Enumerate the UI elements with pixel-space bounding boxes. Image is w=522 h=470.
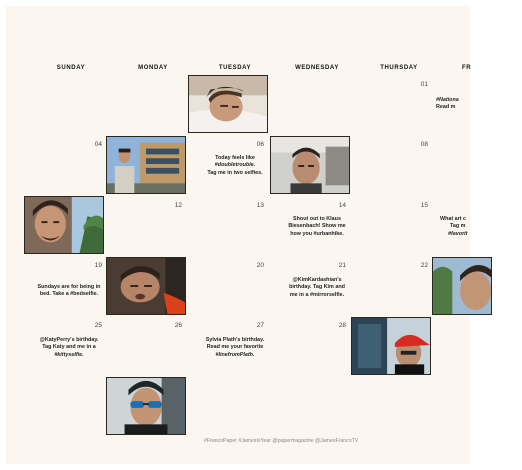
caption-sun-19: Sundays are for being in bed. Take a #bedselfie. <box>37 284 101 298</box>
selfie-photo-red-cap <box>351 317 431 375</box>
day-header-tuesday: TUESDAY <box>218 65 252 71</box>
date-number-15: 15 <box>420 202 428 209</box>
caption-wed-21: @KimKardashian's birthday. Tag Kim and me in a #mirrorselfie. <box>289 277 345 298</box>
date-number-01: 01 <box>420 81 428 88</box>
caption-tue-06: Today feels like #doubletrouble. Tag me in two selfies. <box>207 155 263 176</box>
selfie-photo-trees-partial <box>432 257 492 315</box>
selfie-photo-sunglasses <box>106 377 186 435</box>
date-number-26: 26 <box>174 322 182 329</box>
day-header-wednesday: WEDNESDAY <box>295 65 339 71</box>
date-number-13: 13 <box>256 202 264 209</box>
caption-fri-15: What art c Tag m #favorit <box>440 216 468 237</box>
selfie-photo-palm-trees <box>24 196 104 254</box>
caption-tue-27: Sylvia Plath's birthday. Read me your favorite #linefromPlath. <box>205 337 265 358</box>
date-number-19: 19 <box>94 262 102 269</box>
date-number-14: 14 <box>338 202 346 209</box>
caption-sun-25: @KatyPerry's birthday. Tag Katy and me in a #kittyselfie. <box>39 337 99 358</box>
footer-hashtags: #FrancoPaper #JamesIsYear @papermagazine @JamesFrancoTV <box>204 438 359 444</box>
date-number-21: 21 <box>338 262 346 269</box>
date-number-06: 06 <box>256 141 264 148</box>
calendar-page <box>6 6 470 464</box>
date-number-27: 27 <box>256 322 264 329</box>
day-header-friday: FR <box>462 65 472 71</box>
day-header-thursday: THURSDAY <box>380 65 418 71</box>
date-number-12: 12 <box>174 202 182 209</box>
selfie-photo-bed-pillow <box>188 75 268 133</box>
day-header-monday: MONDAY <box>138 65 168 71</box>
day-header-sunday: SUNDAY <box>56 65 86 71</box>
date-number-25: 25 <box>94 322 102 329</box>
selfie-photo-car-seat <box>270 136 350 194</box>
date-number-28: 28 <box>338 322 346 329</box>
selfie-photo-outdoor-building <box>106 136 186 194</box>
caption-wed-13: Shout out to Klaus Biesenbach! Show me how you #urbanhike. <box>288 216 346 237</box>
date-number-04: 04 <box>94 141 102 148</box>
date-number-22: 22 <box>420 262 428 269</box>
date-number-08: 08 <box>420 141 428 148</box>
selfie-photo-sleeping <box>106 257 186 315</box>
date-number-20: 20 <box>256 262 264 269</box>
caption-fri-01: #Nationa Read m <box>436 97 459 111</box>
